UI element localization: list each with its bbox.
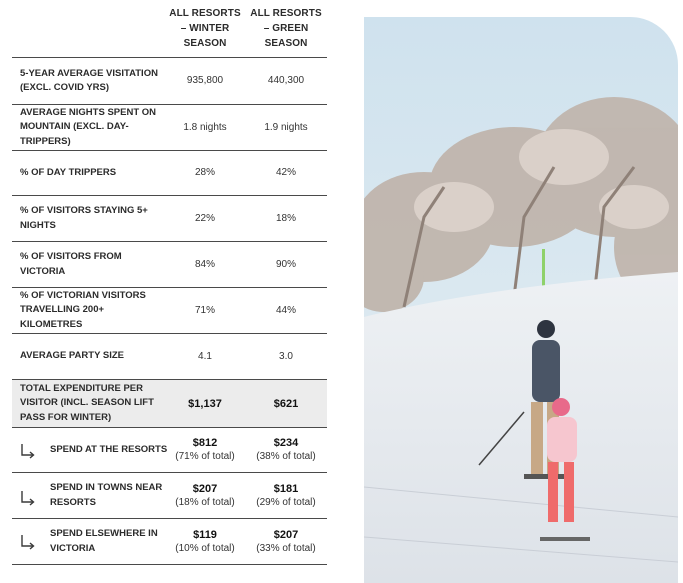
cell-winter-share: (71% of total) <box>175 451 235 462</box>
table-row <box>12 333 327 379</box>
cell-green-share: (33% of total) <box>256 542 316 554</box>
table-row <box>12 104 327 150</box>
table-row <box>12 287 327 333</box>
cell-green: 1.9 nights <box>264 121 308 133</box>
row-label: % OF VISITORS STAYING 5+ NIGHTS <box>20 205 148 231</box>
ski-slope-photo <box>364 17 678 583</box>
row-label: % OF DAY TRIPPERS <box>20 166 117 178</box>
cell-green: 90% <box>275 258 296 270</box>
cell-winter: 84% <box>194 258 215 270</box>
table-subrow <box>12 427 327 472</box>
row-label: AVERAGE NIGHTS SPENT ON MOUNTAIN (EXCL. DAY-TRIPPERS) <box>20 106 157 147</box>
row-label: SPEND IN TOWNS NEAR RESORTS <box>50 482 163 508</box>
cell-winter: 4.1 <box>198 350 212 362</box>
cell-winter: 1.8 nights <box>183 121 227 133</box>
cell-green: 18% <box>275 212 296 224</box>
cell-green: 3.0 <box>279 350 293 362</box>
cell-winter: 28% <box>194 167 215 178</box>
header-col-winter: ALL RESORTS – WINTER SEASON <box>169 8 241 49</box>
header-col-green: ALL RESORTS – GREEN SEASON <box>250 8 322 49</box>
cell-green: $181 <box>273 482 299 495</box>
cell-green-share: (38% of total) <box>256 451 316 462</box>
cell-winter: $1,137 <box>188 397 222 410</box>
cell-winter: 71% <box>194 304 215 316</box>
cell-winter: $207 <box>192 482 218 495</box>
cell-green: 42% <box>275 167 296 178</box>
cell-green: $234 <box>273 437 299 449</box>
table-row <box>12 241 327 287</box>
row-label: SPEND AT THE RESORTS <box>50 443 168 455</box>
ski-slope-illustration <box>364 17 678 583</box>
row-label: SPEND ELSEWHERE IN VICTORIA <box>50 528 158 554</box>
cell-winter: 22% <box>194 212 215 224</box>
cell-green-share: (29% of total) <box>256 496 316 508</box>
row-label: TOTAL EXPENDITURE PER VISITOR (INCL. SEASON LIFT PASS FOR WINTER) <box>20 382 154 423</box>
table-row-total <box>12 379 327 427</box>
cell-green: $621 <box>273 397 299 410</box>
cell-winter: $119 <box>193 528 217 541</box>
cell-winter-share: (18% of total) <box>175 496 235 508</box>
row-label: 5-YEAR AVERAGE VISITATION (EXCL. COVID YRS) <box>20 67 158 93</box>
cell-winter: $812 <box>192 437 218 449</box>
cell-winter-share: (10% of total) <box>175 542 235 554</box>
corner-down-right-arrow-icon <box>19 489 37 507</box>
table-row <box>12 57 327 104</box>
table-subrow <box>12 518 327 565</box>
row-label: AVERAGE PARTY SIZE <box>20 350 124 362</box>
cell-winter: 935,800 <box>186 75 224 86</box>
cell-green: $207 <box>273 528 299 541</box>
cell-green: 44% <box>275 304 296 316</box>
corner-down-right-arrow-icon <box>19 442 37 460</box>
table-subrow <box>12 472 327 518</box>
cell-green: 440,300 <box>267 75 305 86</box>
corner-down-right-arrow-icon <box>19 533 37 551</box>
table-row <box>12 195 327 241</box>
table-row <box>12 150 327 195</box>
row-label: % OF VICTORIAN VISITORS TRAVELLING 200+ KILOMETRES <box>20 289 146 330</box>
row-label: % OF VISITORS FROM VICTORIA <box>20 251 122 277</box>
